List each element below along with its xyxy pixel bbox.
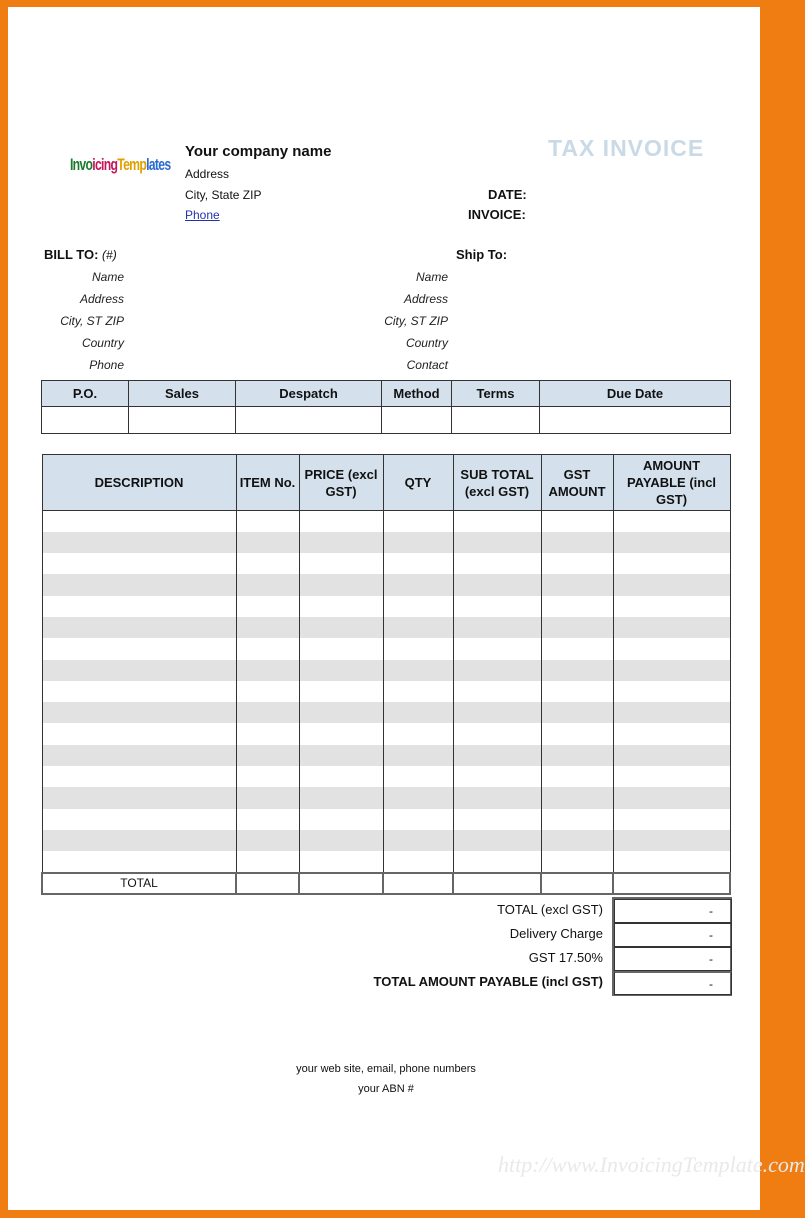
delivery-charge-value[interactable]: - xyxy=(614,923,732,947)
line-item-cell[interactable] xyxy=(541,766,613,787)
bill-to-name: Name xyxy=(91,270,124,284)
line-item-cell[interactable] xyxy=(299,745,383,766)
total-payable-value: - xyxy=(614,971,732,995)
total-label: TOTAL xyxy=(42,873,236,894)
line-item-cell[interactable] xyxy=(613,617,730,638)
ship-to-city: City, ST ZIP xyxy=(384,314,448,328)
po-header: P.O. xyxy=(42,381,129,407)
line-item-cell[interactable] xyxy=(453,766,541,787)
line-item-cell[interactable] xyxy=(383,745,453,766)
line-item-cell[interactable] xyxy=(383,596,453,617)
line-item-cell[interactable] xyxy=(42,511,236,532)
line-item-cell[interactable] xyxy=(42,745,236,766)
bill-to-city: City, ST ZIP xyxy=(60,314,124,328)
summary-values xyxy=(612,897,732,996)
line-item-cell[interactable] xyxy=(236,617,299,638)
line-item-cell[interactable] xyxy=(383,851,453,872)
line-item-row xyxy=(42,511,730,532)
line-item-cell[interactable] xyxy=(299,553,383,574)
line-item-cell[interactable] xyxy=(541,617,613,638)
line-item-cell[interactable] xyxy=(236,532,299,553)
subtotal-header: SUB TOTAL (excl GST) xyxy=(453,455,541,511)
line-item-row xyxy=(42,851,730,872)
line-item-cell[interactable] xyxy=(42,851,236,872)
line-item-row xyxy=(42,787,730,808)
line-item-cell[interactable] xyxy=(541,574,613,595)
line-item-cell[interactable] xyxy=(541,681,613,702)
line-item-cell[interactable] xyxy=(42,574,236,595)
line-item-cell[interactable] xyxy=(42,553,236,574)
line-item-cell[interactable] xyxy=(453,574,541,595)
line-item-cell[interactable] xyxy=(236,851,299,872)
line-item-cell[interactable] xyxy=(236,745,299,766)
company-city: City, State ZIP xyxy=(185,188,262,202)
order-info-row xyxy=(42,407,731,434)
line-item-cell[interactable] xyxy=(42,532,236,553)
line-item-row xyxy=(42,553,730,574)
line-item-cell[interactable] xyxy=(383,574,453,595)
terms-cell[interactable] xyxy=(452,407,540,434)
line-item-cell[interactable] xyxy=(42,787,236,808)
line-item-row xyxy=(42,638,730,659)
description-header: DESCRIPTION xyxy=(42,455,236,511)
ship-to-label: Ship To: xyxy=(456,247,508,262)
line-item-cell[interactable] xyxy=(453,596,541,617)
line-item-row xyxy=(42,809,730,830)
line-item-cell[interactable] xyxy=(453,745,541,766)
line-item-cell[interactable] xyxy=(383,809,453,830)
line-item-cell[interactable] xyxy=(236,638,299,659)
line-item-cell[interactable] xyxy=(383,723,453,744)
line-item-cell[interactable] xyxy=(541,660,613,681)
line-item-cell[interactable] xyxy=(236,809,299,830)
line-item-row xyxy=(42,766,730,787)
line-item-cell[interactable] xyxy=(236,511,299,532)
line-item-cell[interactable] xyxy=(613,596,730,617)
line-item-cell[interactable] xyxy=(453,511,541,532)
line-item-cell[interactable] xyxy=(453,532,541,553)
line-item-cell[interactable] xyxy=(299,766,383,787)
po-cell[interactable] xyxy=(42,407,129,434)
line-item-row xyxy=(42,617,730,638)
ship-to-contact: Contact xyxy=(406,358,448,372)
line-item-cell[interactable] xyxy=(541,553,613,574)
bill-to-label: BILL TO: (#) xyxy=(44,247,117,262)
line-item-cell[interactable] xyxy=(42,830,236,851)
line-item-cell[interactable] xyxy=(541,511,613,532)
total-excl-gst-label: TOTAL (excl GST) xyxy=(497,902,603,917)
line-item-cell[interactable] xyxy=(236,723,299,744)
line-item-cell[interactable] xyxy=(299,617,383,638)
line-item-row xyxy=(42,681,730,702)
line-item-cell[interactable] xyxy=(613,809,730,830)
line-item-cell[interactable] xyxy=(613,787,730,808)
line-item-row xyxy=(42,745,730,766)
item-no-header: ITEM No. xyxy=(236,455,299,511)
line-items-table xyxy=(41,454,731,895)
line-item-cell[interactable] xyxy=(383,766,453,787)
line-item-cell[interactable] xyxy=(383,638,453,659)
line-item-cell[interactable] xyxy=(236,574,299,595)
line-item-cell[interactable] xyxy=(541,638,613,659)
line-item-cell[interactable] xyxy=(236,787,299,808)
line-item-cell[interactable] xyxy=(613,851,730,872)
sales-header: Sales xyxy=(129,381,236,407)
line-item-cell[interactable] xyxy=(299,532,383,553)
line-item-cell[interactable] xyxy=(613,660,730,681)
line-item-cell[interactable] xyxy=(299,851,383,872)
due-date-cell[interactable] xyxy=(540,407,731,434)
line-item-cell[interactable] xyxy=(236,660,299,681)
line-item-cell[interactable] xyxy=(299,638,383,659)
line-item-cell[interactable] xyxy=(299,702,383,723)
line-item-cell[interactable] xyxy=(453,787,541,808)
line-item-cell[interactable] xyxy=(541,851,613,872)
line-item-cell[interactable] xyxy=(453,702,541,723)
line-item-cell[interactable] xyxy=(42,809,236,830)
line-item-cell[interactable] xyxy=(299,809,383,830)
line-item-cell[interactable] xyxy=(453,553,541,574)
line-item-cell[interactable] xyxy=(42,660,236,681)
bill-to-phone: Phone xyxy=(89,358,124,372)
line-item-cell[interactable] xyxy=(299,511,383,532)
ship-to-address: Address xyxy=(403,292,448,306)
line-item-cell[interactable] xyxy=(613,574,730,595)
line-item-cell[interactable] xyxy=(613,830,730,851)
line-item-cell[interactable] xyxy=(42,681,236,702)
footer-abn: your ABN # xyxy=(358,1083,414,1095)
invoicing-templates-logo: InvoicingTemplates xyxy=(70,155,171,174)
line-item-cell[interactable] xyxy=(299,681,383,702)
total-payable-label: TOTAL AMOUNT PAYABLE (incl GST) xyxy=(373,974,603,989)
line-item-cell[interactable] xyxy=(541,787,613,808)
line-item-cell[interactable] xyxy=(453,851,541,872)
line-item-row xyxy=(42,596,730,617)
sales-cell[interactable] xyxy=(129,407,236,434)
company-name: Your company name xyxy=(185,143,332,160)
line-item-cell[interactable] xyxy=(299,660,383,681)
line-item-cell[interactable] xyxy=(299,830,383,851)
line-item-cell[interactable] xyxy=(383,830,453,851)
line-item-cell[interactable] xyxy=(236,702,299,723)
line-item-cell[interactable] xyxy=(613,638,730,659)
line-item-cell[interactable] xyxy=(453,830,541,851)
line-item-cell[interactable] xyxy=(613,702,730,723)
line-item-cell[interactable] xyxy=(541,702,613,723)
line-item-cell[interactable] xyxy=(299,574,383,595)
line-item-cell[interactable] xyxy=(541,745,613,766)
line-item-cell[interactable] xyxy=(383,511,453,532)
line-item-cell[interactable] xyxy=(236,681,299,702)
date-label: DATE: xyxy=(488,187,527,202)
line-item-cell[interactable] xyxy=(42,766,236,787)
ship-to-country: Country xyxy=(405,336,448,350)
bill-to-country: Country xyxy=(81,336,124,350)
line-item-cell[interactable] xyxy=(299,787,383,808)
line-item-cell[interactable] xyxy=(42,702,236,723)
invoice-label: INVOICE: xyxy=(468,207,526,222)
line-item-cell[interactable] xyxy=(453,660,541,681)
line-item-cell[interactable] xyxy=(453,809,541,830)
line-item-cell[interactable] xyxy=(613,553,730,574)
gst-amount-header: GST AMOUNT xyxy=(541,455,613,511)
line-item-row xyxy=(42,574,730,595)
invoice-sheet xyxy=(8,7,805,1210)
line-item-row xyxy=(42,830,730,851)
due-date-header: Due Date xyxy=(540,381,731,407)
company-address: Address xyxy=(185,167,230,181)
website-watermark: http://www.InvoicingTemplate.com xyxy=(498,1152,805,1177)
line-item-cell[interactable] xyxy=(236,766,299,787)
line-item-cell[interactable] xyxy=(299,723,383,744)
line-item-cell[interactable] xyxy=(383,787,453,808)
line-item-cell[interactable] xyxy=(453,723,541,744)
terms-header: Terms xyxy=(452,381,540,407)
line-item-cell[interactable] xyxy=(613,681,730,702)
price-header: PRICE (excl GST) xyxy=(299,455,383,511)
line-item-cell[interactable] xyxy=(236,553,299,574)
line-item-cell[interactable] xyxy=(453,617,541,638)
qty-header: QTY xyxy=(383,455,453,511)
gst-rate-label: GST 17.50% xyxy=(528,950,603,965)
ship-to-name: Name xyxy=(415,270,448,284)
company-phone-link[interactable]: Phone xyxy=(185,208,220,222)
line-item-cell[interactable] xyxy=(613,745,730,766)
gst-value: - xyxy=(614,947,732,971)
line-item-cell[interactable] xyxy=(299,596,383,617)
line-item-cell[interactable] xyxy=(383,617,453,638)
line-item-cell[interactable] xyxy=(383,553,453,574)
despatch-cell[interactable] xyxy=(236,407,382,434)
line-item-cell[interactable] xyxy=(541,809,613,830)
line-item-cell[interactable] xyxy=(541,596,613,617)
line-item-cell[interactable] xyxy=(613,532,730,553)
line-item-row xyxy=(42,532,730,553)
line-item-cell[interactable] xyxy=(613,723,730,744)
line-item-cell[interactable] xyxy=(236,830,299,851)
method-cell[interactable] xyxy=(382,407,452,434)
line-item-cell[interactable] xyxy=(453,638,541,659)
line-item-cell[interactable] xyxy=(613,511,730,532)
method-header: Method xyxy=(382,381,452,407)
line-item-cell[interactable] xyxy=(453,681,541,702)
line-item-cell[interactable] xyxy=(42,596,236,617)
total-row xyxy=(42,873,730,894)
line-item-cell[interactable] xyxy=(383,660,453,681)
line-item-cell[interactable] xyxy=(383,681,453,702)
total-excl-gst-value: - xyxy=(614,899,732,923)
amount-payable-header: AMOUNT PAYABLE (incl GST) xyxy=(613,455,730,511)
footer-contact: your web site, email, phone numbers xyxy=(296,1063,476,1075)
line-item-row xyxy=(42,702,730,723)
line-item-row xyxy=(42,723,730,744)
line-item-cell[interactable] xyxy=(42,617,236,638)
line-item-cell[interactable] xyxy=(42,723,236,744)
line-item-row xyxy=(42,660,730,681)
line-item-cell[interactable] xyxy=(383,702,453,723)
despatch-header: Despatch xyxy=(236,381,382,407)
line-item-cell[interactable] xyxy=(613,766,730,787)
line-item-cell[interactable] xyxy=(42,638,236,659)
line-item-cell[interactable] xyxy=(236,596,299,617)
line-item-cell[interactable] xyxy=(541,830,613,851)
line-item-cell[interactable] xyxy=(541,532,613,553)
line-item-cell[interactable] xyxy=(383,532,453,553)
document-title: TAX INVOICE xyxy=(548,135,705,161)
bill-to-address: Address xyxy=(79,292,124,306)
delivery-charge-label: Delivery Charge xyxy=(509,926,603,941)
order-info-table xyxy=(41,380,731,434)
line-item-cell[interactable] xyxy=(541,723,613,744)
